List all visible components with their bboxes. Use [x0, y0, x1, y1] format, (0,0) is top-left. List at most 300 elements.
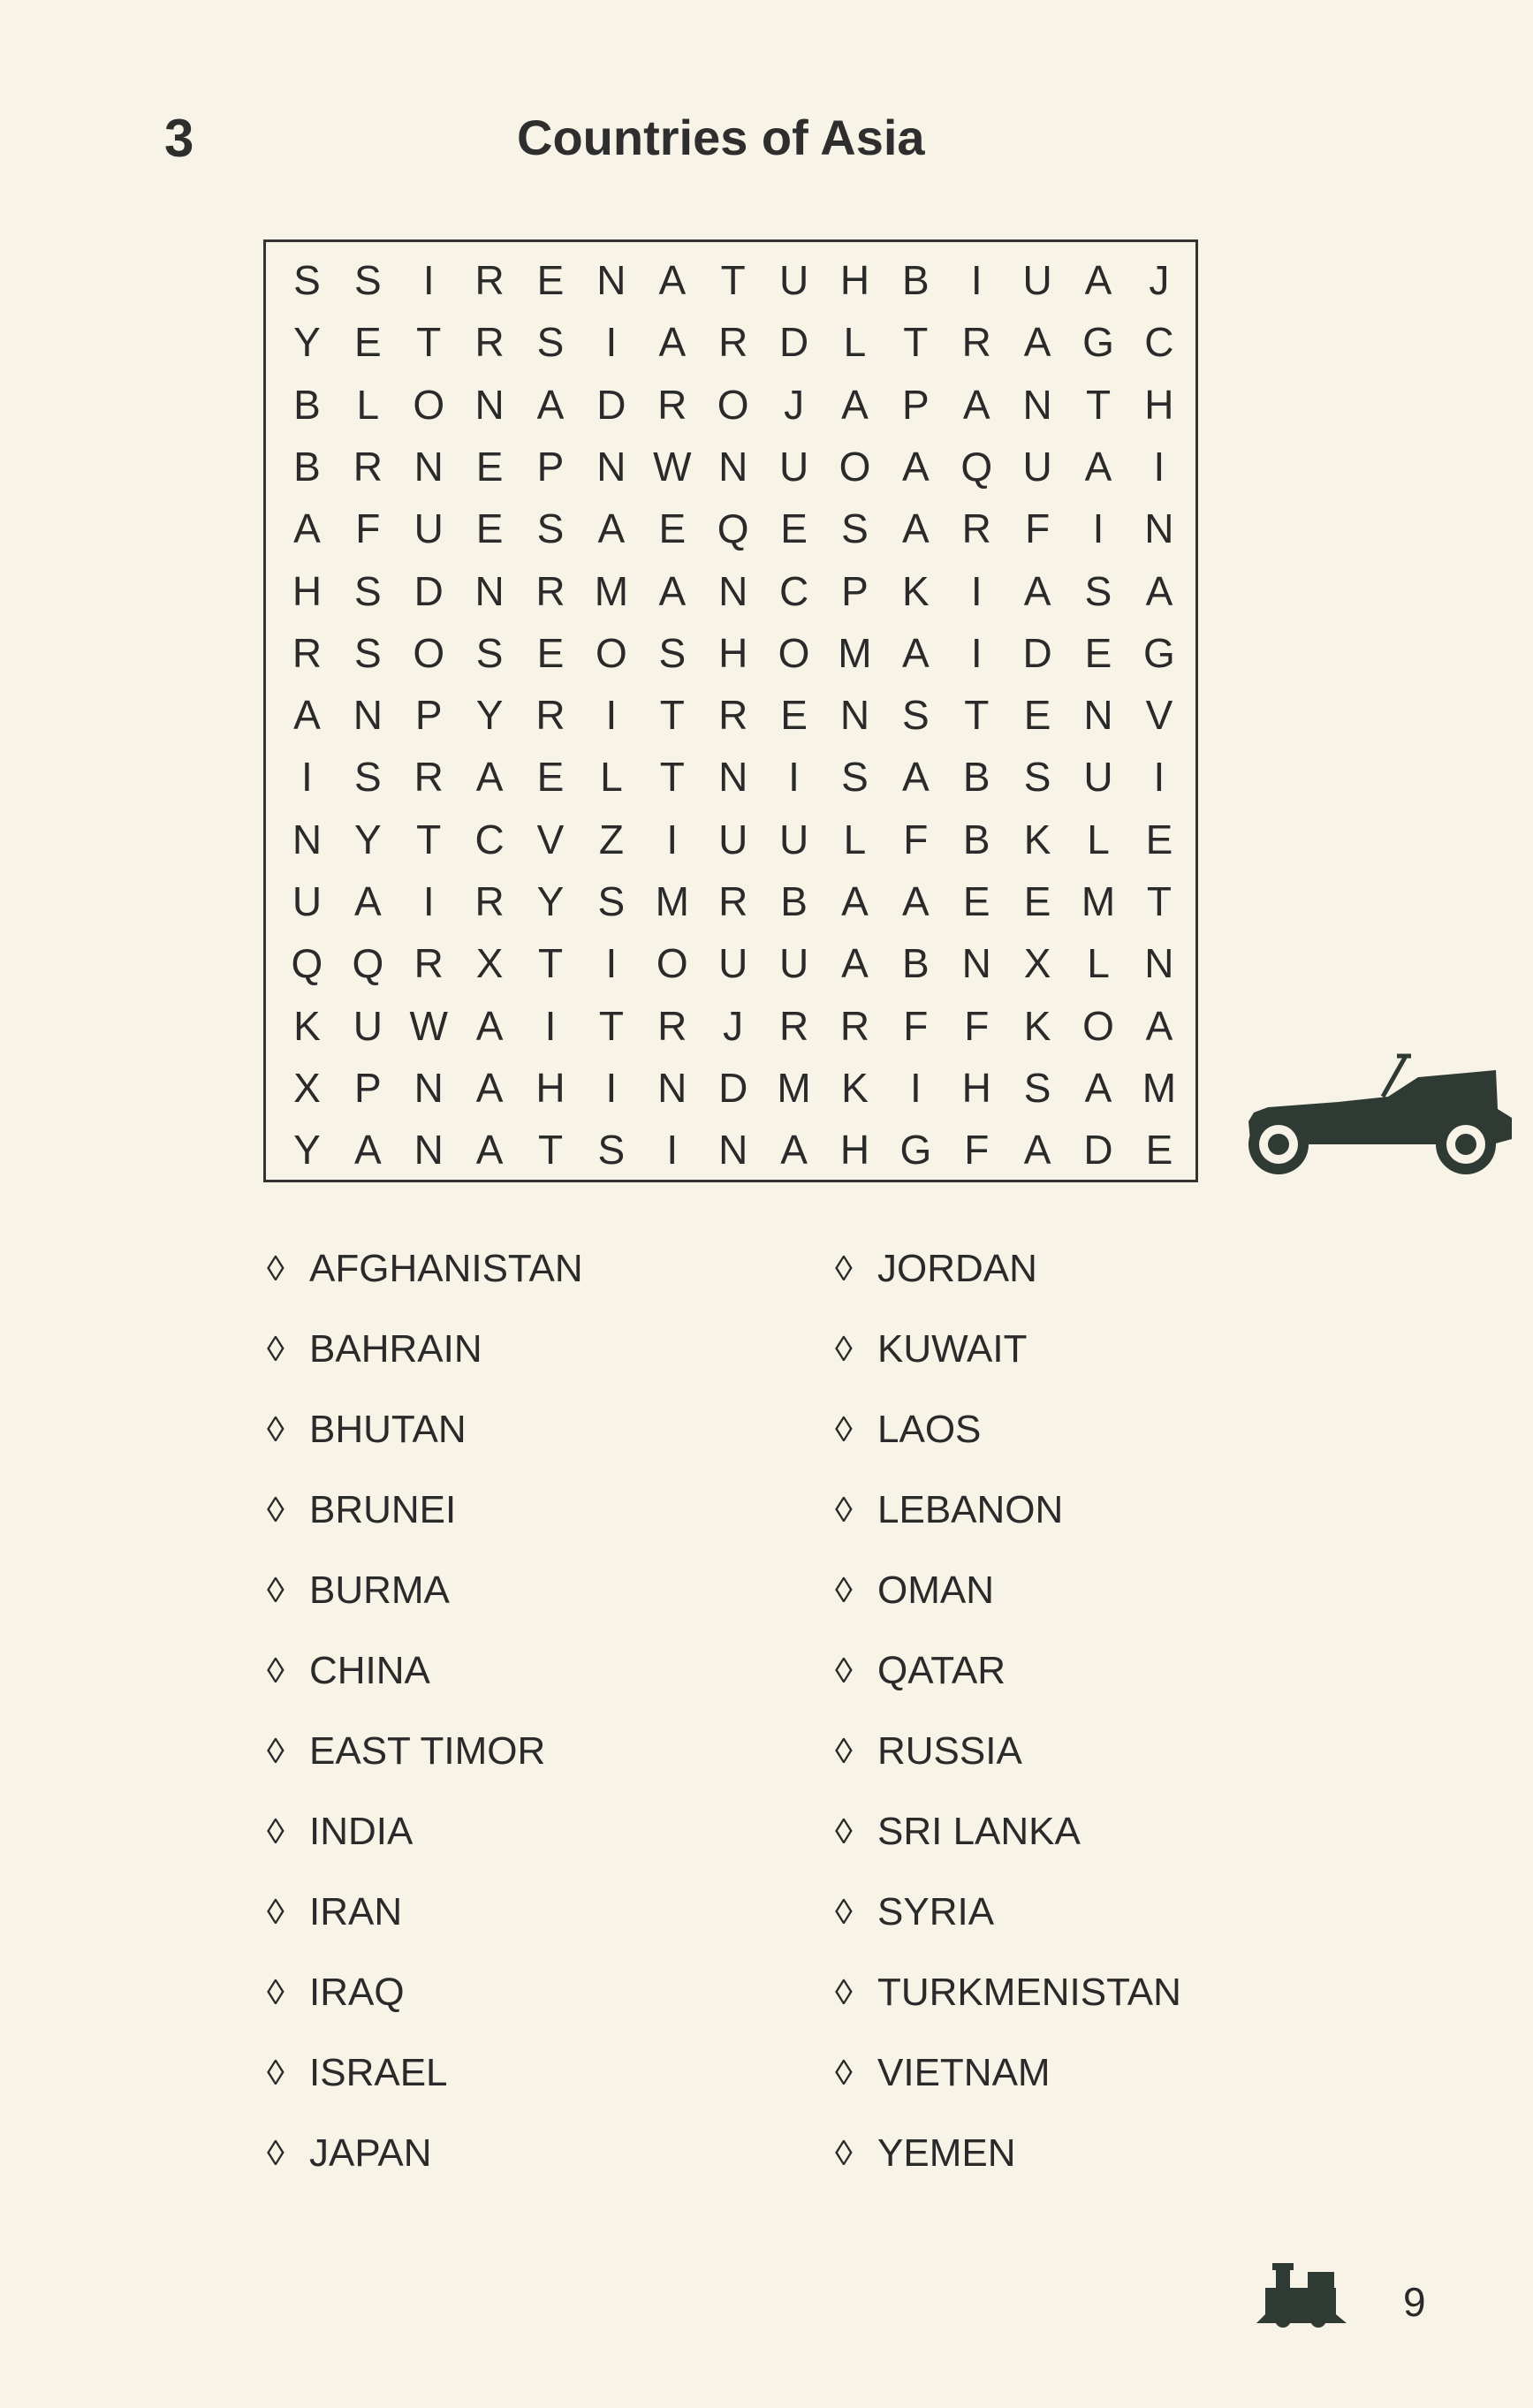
grid-cell: B [962, 754, 990, 801]
grid-cell: T [1146, 878, 1172, 924]
grid-cell: H [718, 629, 748, 676]
grid-cell: K [902, 567, 930, 614]
word-list-item [835, 1246, 1181, 1326]
word-list-item [267, 1728, 583, 1809]
grid-cell: N [596, 443, 626, 490]
grid-cell: U [778, 443, 809, 490]
diamond-bullet-icon: ◊ [267, 1250, 285, 1288]
grid-cell: N [718, 754, 748, 801]
grid-cell: O [596, 629, 627, 676]
grid-cell: O [839, 443, 871, 490]
word-list-item [267, 1326, 583, 1407]
word-label: OMAN [877, 1569, 994, 1612]
diamond-bullet-icon: ◊ [267, 1410, 285, 1449]
grid-row [277, 1119, 1190, 1181]
grid-cell: T [537, 1127, 564, 1174]
grid-cell: Y [475, 692, 504, 739]
word-label: SYRIA [877, 1890, 995, 1933]
diamond-bullet-icon: ◊ [835, 1571, 853, 1610]
grid-cell: D [778, 319, 809, 366]
grid-cell: U [718, 940, 748, 987]
grid-cell: A [1023, 319, 1051, 366]
word-list-item [267, 2050, 583, 2131]
grid-cell: B [962, 816, 990, 862]
grid-row [277, 374, 1190, 436]
grid-cell: N [718, 567, 748, 614]
grid-cell: I [970, 257, 983, 303]
grid-cell: S [536, 319, 565, 366]
grid-cell: R [657, 381, 687, 428]
grid-cell: R [292, 629, 323, 676]
grid-cell: A [780, 1127, 808, 1174]
word-list-item [267, 1970, 583, 2050]
grid-cell: E [353, 319, 382, 366]
grid-cell: M [1142, 1064, 1177, 1111]
word-list-item [835, 1487, 1181, 1568]
word-label: IRAN [309, 1890, 403, 1933]
grid-cell: I [301, 754, 313, 801]
grid-cell: S [841, 505, 869, 552]
grid-cell: G [899, 1127, 932, 1174]
grid-cell: A [353, 878, 382, 924]
grid-cell: B [293, 381, 321, 428]
grid-cell: U [778, 257, 809, 303]
grid-cell: F [903, 1002, 929, 1049]
grid-row [277, 311, 1190, 373]
grid-cell: E [1145, 1127, 1173, 1174]
grid-cell: U [1022, 443, 1052, 490]
grid-cell: N [657, 1064, 687, 1111]
grid-cell: U [353, 1002, 383, 1049]
grid-cell: K [293, 1002, 321, 1049]
grid-cell: A [1145, 1002, 1173, 1049]
grid-cell: U [414, 505, 444, 552]
diamond-bullet-icon: ◊ [267, 2134, 285, 2173]
grid-cell: S [293, 257, 321, 303]
grid-cell: A [475, 754, 504, 801]
word-list-item [835, 1568, 1181, 1648]
grid-cell: E [962, 878, 990, 924]
grid-cell: U [292, 878, 323, 924]
word-label: BAHRAIN [309, 1327, 482, 1371]
grid-cell: N [718, 1127, 748, 1174]
word-list-item [835, 2131, 1181, 2211]
grid-cell: J [1149, 257, 1170, 303]
grid-cell: J [784, 381, 805, 428]
grid-cell: N [414, 443, 444, 490]
grid-cell: N [1083, 692, 1113, 739]
grid-cell: M [838, 629, 872, 676]
grid-cell: Q [960, 443, 993, 490]
grid-cell: T [537, 940, 564, 987]
word-list-right [835, 1246, 1181, 2211]
word-label: EAST TIMOR [309, 1729, 546, 1773]
diamond-bullet-icon: ◊ [267, 1973, 285, 2012]
grid-cell: E [1145, 816, 1173, 862]
word-label: LAOS [877, 1408, 982, 1451]
grid-cell: L [843, 816, 867, 862]
word-label: CHINA [309, 1649, 430, 1692]
grid-cell: L [1087, 940, 1110, 987]
diamond-bullet-icon: ◊ [835, 2054, 853, 2093]
grid-cell: H [839, 1127, 870, 1174]
grid-cell: N [414, 1127, 444, 1174]
grid-cell: C [1144, 319, 1174, 366]
grid-cell: A [658, 567, 687, 614]
diamond-bullet-icon: ◊ [267, 1732, 285, 1771]
grid-cell: E [536, 629, 565, 676]
grid-cell: F [964, 1002, 990, 1049]
grid-cell: O [413, 381, 445, 428]
word-list-item [835, 1889, 1181, 1970]
grid-cell: S [902, 692, 930, 739]
word-label: VIETNAM [877, 2051, 1051, 2094]
page-title: Countries of Asia [517, 110, 925, 165]
word-list-item [835, 1728, 1181, 1809]
grid-cell: O [413, 629, 445, 676]
grid-cell: R [353, 443, 383, 490]
grid-cell: C [778, 567, 809, 614]
diamond-bullet-icon: ◊ [267, 2054, 285, 2093]
grid-row [277, 809, 1190, 870]
grid-cell: A [658, 319, 687, 366]
grid-cell: A [293, 692, 321, 739]
grid-cell: A [1145, 567, 1173, 614]
grid-cell: P [902, 381, 930, 428]
grid-cell: B [780, 878, 808, 924]
grid-cell: R [535, 692, 565, 739]
grid-cell: U [718, 816, 748, 862]
grid-cell: S [597, 1127, 626, 1174]
page-number: 9 [1403, 2279, 1426, 2325]
grid-cell: N [1144, 940, 1174, 987]
grid-cell: E [475, 443, 504, 490]
word-list-item [267, 1487, 583, 1568]
grid-cell: I [422, 878, 435, 924]
grid-cell: F [903, 816, 929, 862]
grid-cell: F [355, 505, 381, 552]
grid-cell: A [475, 1127, 504, 1174]
grid-cell: Y [536, 878, 565, 924]
word-label: LEBANON [877, 1488, 1064, 1531]
train-icon [1256, 2258, 1347, 2328]
grid-cell: H [292, 567, 323, 614]
grid-cell: U [778, 816, 809, 862]
word-label: SRI LANKA [877, 1810, 1081, 1853]
grid-cell: O [778, 629, 810, 676]
word-list-item [835, 1648, 1181, 1728]
grid-cell: A [353, 1127, 382, 1174]
word-list-item [835, 1326, 1181, 1407]
grid-cell: A [841, 940, 869, 987]
grid-cell: Y [353, 816, 382, 862]
grid-cell: C [474, 816, 505, 862]
grid-row [277, 498, 1190, 559]
grid-cell: N [414, 1064, 444, 1111]
grid-cell: I [1153, 754, 1165, 801]
grid-cell: X [293, 1064, 321, 1111]
grid-cell: H [839, 257, 870, 303]
grid-cell: M [777, 1064, 811, 1111]
grid-cell: A [597, 505, 626, 552]
diamond-bullet-icon: ◊ [835, 1732, 853, 1771]
word-list-item [835, 1809, 1181, 1889]
grid-cell: E [780, 692, 808, 739]
grid-cell: A [658, 257, 687, 303]
grid-cell: Y [293, 319, 321, 366]
grid-cell: A [902, 878, 930, 924]
word-label: BURMA [309, 1569, 450, 1612]
grid-cell: A [841, 381, 869, 428]
grid-cell: F [964, 1127, 990, 1174]
grid-cell: K [1023, 1002, 1051, 1049]
grid-cell: Q [352, 940, 384, 987]
grid-cell: N [596, 257, 626, 303]
grid-cell: R [474, 878, 505, 924]
grid-cell: K [1023, 816, 1051, 862]
grid-cell: A [902, 754, 930, 801]
word-list-item [267, 1648, 583, 1728]
grid-cell: N [353, 692, 383, 739]
grid-cell: J [723, 1002, 744, 1049]
diamond-bullet-icon: ◊ [835, 1812, 853, 1851]
grid-cell: R [414, 754, 444, 801]
grid-cell: N [474, 381, 505, 428]
grid-row [277, 249, 1190, 311]
grid-cell: E [1084, 629, 1112, 676]
diamond-bullet-icon: ◊ [835, 1652, 853, 1690]
grid-cell: I [788, 754, 800, 801]
grid-cell: I [605, 940, 618, 987]
diamond-bullet-icon: ◊ [835, 1250, 853, 1288]
grid-cell: A [1023, 1127, 1051, 1174]
grid-cell: T [903, 319, 929, 366]
grid-row [277, 1057, 1190, 1119]
vintage-car-icon [1233, 1047, 1517, 1180]
grid-cell: R [474, 257, 505, 303]
diamond-bullet-icon: ◊ [267, 1491, 285, 1530]
grid-cell: S [1023, 1064, 1051, 1111]
grid-cell: A [1084, 257, 1112, 303]
grid-cell: U [778, 940, 809, 987]
grid-cell: Z [598, 816, 624, 862]
grid-cell: I [666, 816, 679, 862]
grid-cell: G [1082, 319, 1114, 366]
word-label: KUWAIT [877, 1327, 1028, 1371]
grid-cell: T [659, 754, 685, 801]
grid-cell: I [1153, 443, 1165, 490]
grid-cell: R [718, 319, 748, 366]
grid-cell: T [416, 319, 442, 366]
word-label: QATAR [877, 1649, 1006, 1692]
grid-cell: R [718, 692, 748, 739]
grid-cell: X [1023, 940, 1051, 987]
word-search-grid [263, 239, 1198, 1182]
grid-cell: F [1025, 505, 1051, 552]
grid-cell: A [962, 381, 990, 428]
grid-cell: R [778, 1002, 809, 1049]
grid-row [277, 932, 1190, 994]
grid-cell: O [656, 940, 688, 987]
grid-cell: A [293, 505, 321, 552]
word-label: JAPAN [309, 2131, 432, 2175]
grid-cell: T [1085, 381, 1112, 428]
grid-cell: I [909, 1064, 922, 1111]
grid-cell: A [902, 443, 930, 490]
grid-cell: A [841, 878, 869, 924]
grid-cell: W [653, 443, 692, 490]
grid-cell: S [536, 505, 565, 552]
grid-cell: S [1084, 567, 1112, 614]
word-label: RUSSIA [877, 1729, 1022, 1773]
word-label: AFGHANISTAN [309, 1247, 583, 1290]
grid-cell: S [475, 629, 504, 676]
grid-cell: S [353, 257, 382, 303]
grid-cell: E [475, 505, 504, 552]
grid-cell: S [353, 567, 382, 614]
diamond-bullet-icon: ◊ [835, 1973, 853, 2012]
word-list-item [267, 1889, 583, 1970]
grid-cell: N [961, 940, 991, 987]
grid-cell: L [843, 319, 867, 366]
grid-cell: I [1092, 505, 1104, 552]
grid-cell: N [292, 816, 323, 862]
grid-cell: H [535, 1064, 565, 1111]
grid-cell: I [970, 629, 983, 676]
diamond-bullet-icon: ◊ [267, 1571, 285, 1610]
diamond-bullet-icon: ◊ [835, 2134, 853, 2173]
grid-cell: S [597, 878, 626, 924]
grid-cell: M [594, 567, 629, 614]
grid-cell: H [961, 1064, 991, 1111]
grid-cell: E [1023, 878, 1051, 924]
grid-cell: H [1144, 381, 1174, 428]
grid-cell: R [414, 940, 444, 987]
diamond-bullet-icon: ◊ [835, 1330, 853, 1369]
word-list-item [267, 1809, 583, 1889]
grid-cell: W [409, 1002, 448, 1049]
grid-cell: Y [293, 1127, 321, 1174]
grid-row [277, 436, 1190, 498]
grid-cell: I [422, 257, 435, 303]
grid-cell: R [961, 319, 991, 366]
diamond-bullet-icon: ◊ [267, 1893, 285, 1932]
grid-cell: S [658, 629, 687, 676]
grid-cell: A [475, 1064, 504, 1111]
diamond-bullet-icon: ◊ [835, 1410, 853, 1449]
grid-cell: L [600, 754, 623, 801]
grid-cell: U [1083, 754, 1113, 801]
word-list-item [267, 1407, 583, 1487]
grid-cell: O [717, 381, 749, 428]
word-list-item [267, 1246, 583, 1326]
grid-cell: B [293, 443, 321, 490]
grid-cell: G [1143, 629, 1175, 676]
grid-row [277, 622, 1190, 684]
grid-cell: A [902, 629, 930, 676]
puzzle-number: 3 [164, 109, 194, 168]
grid-cell: A [1023, 567, 1051, 614]
grid-cell: V [1145, 692, 1173, 739]
grid-cell: V [536, 816, 565, 862]
grid-cell: X [475, 940, 504, 987]
grid-row [277, 560, 1190, 622]
grid-cell: I [544, 1002, 557, 1049]
grid-cell: D [1022, 629, 1052, 676]
grid-cell: A [1084, 443, 1112, 490]
grid-cell: M [655, 878, 689, 924]
grid-cell: E [658, 505, 687, 552]
grid-cell: R [657, 1002, 687, 1049]
grid-cell: S [841, 754, 869, 801]
word-label: YEMEN [877, 2131, 1016, 2175]
grid-cell: S [353, 754, 382, 801]
grid-cell: E [536, 754, 565, 801]
grid-cell: B [902, 940, 930, 987]
grid-row [277, 870, 1190, 932]
word-list-item [835, 1407, 1181, 1487]
grid-cell: I [605, 319, 618, 366]
grid-cell: I [605, 1064, 618, 1111]
grid-cell: L [356, 381, 380, 428]
word-list-item [267, 1568, 583, 1648]
grid-cell: R [839, 1002, 870, 1049]
grid-cell: D [414, 567, 444, 614]
grid-cell: N [474, 567, 505, 614]
grid-cell: D [596, 381, 626, 428]
grid-cell: D [1083, 1127, 1113, 1174]
grid-cell: A [475, 1002, 504, 1049]
grid-cell: R [474, 319, 505, 366]
word-list-item [835, 1970, 1181, 2050]
grid-cell: E [1023, 692, 1051, 739]
word-label: JORDAN [877, 1247, 1037, 1290]
grid-cell: M [1081, 878, 1116, 924]
grid-cell: T [964, 692, 990, 739]
grid-cell: S [353, 629, 382, 676]
grid-cell: N [1022, 381, 1052, 428]
grid-cell: R [961, 505, 991, 552]
grid-cell: U [1022, 257, 1052, 303]
grid-cell: Q [291, 940, 323, 987]
grid-cell: I [605, 692, 618, 739]
grid-cell: T [416, 816, 442, 862]
grid-cell: R [535, 567, 565, 614]
grid-row [277, 746, 1190, 808]
word-label: INDIA [309, 1810, 414, 1853]
grid-cell: T [720, 257, 746, 303]
word-label: IRAQ [309, 1971, 405, 2014]
diamond-bullet-icon: ◊ [835, 1491, 853, 1530]
grid-cell: O [1082, 1002, 1114, 1049]
diamond-bullet-icon: ◊ [267, 1812, 285, 1851]
diamond-bullet-icon: ◊ [267, 1652, 285, 1690]
word-list-item [267, 2131, 583, 2211]
word-list-item [835, 2050, 1181, 2131]
grid-cell: I [666, 1127, 679, 1174]
grid-cell: A [1084, 1064, 1112, 1111]
grid-cell: D [718, 1064, 748, 1111]
word-label: BHUTAN [309, 1408, 467, 1451]
word-label: BRUNEI [309, 1488, 457, 1531]
grid-cell: T [659, 692, 685, 739]
grid-row [277, 684, 1190, 746]
grid-cell: P [353, 1064, 382, 1111]
grid-cell: R [718, 878, 748, 924]
grid-cell: I [970, 567, 983, 614]
grid-cell: E [536, 257, 565, 303]
grid-cell: N [1144, 505, 1174, 552]
